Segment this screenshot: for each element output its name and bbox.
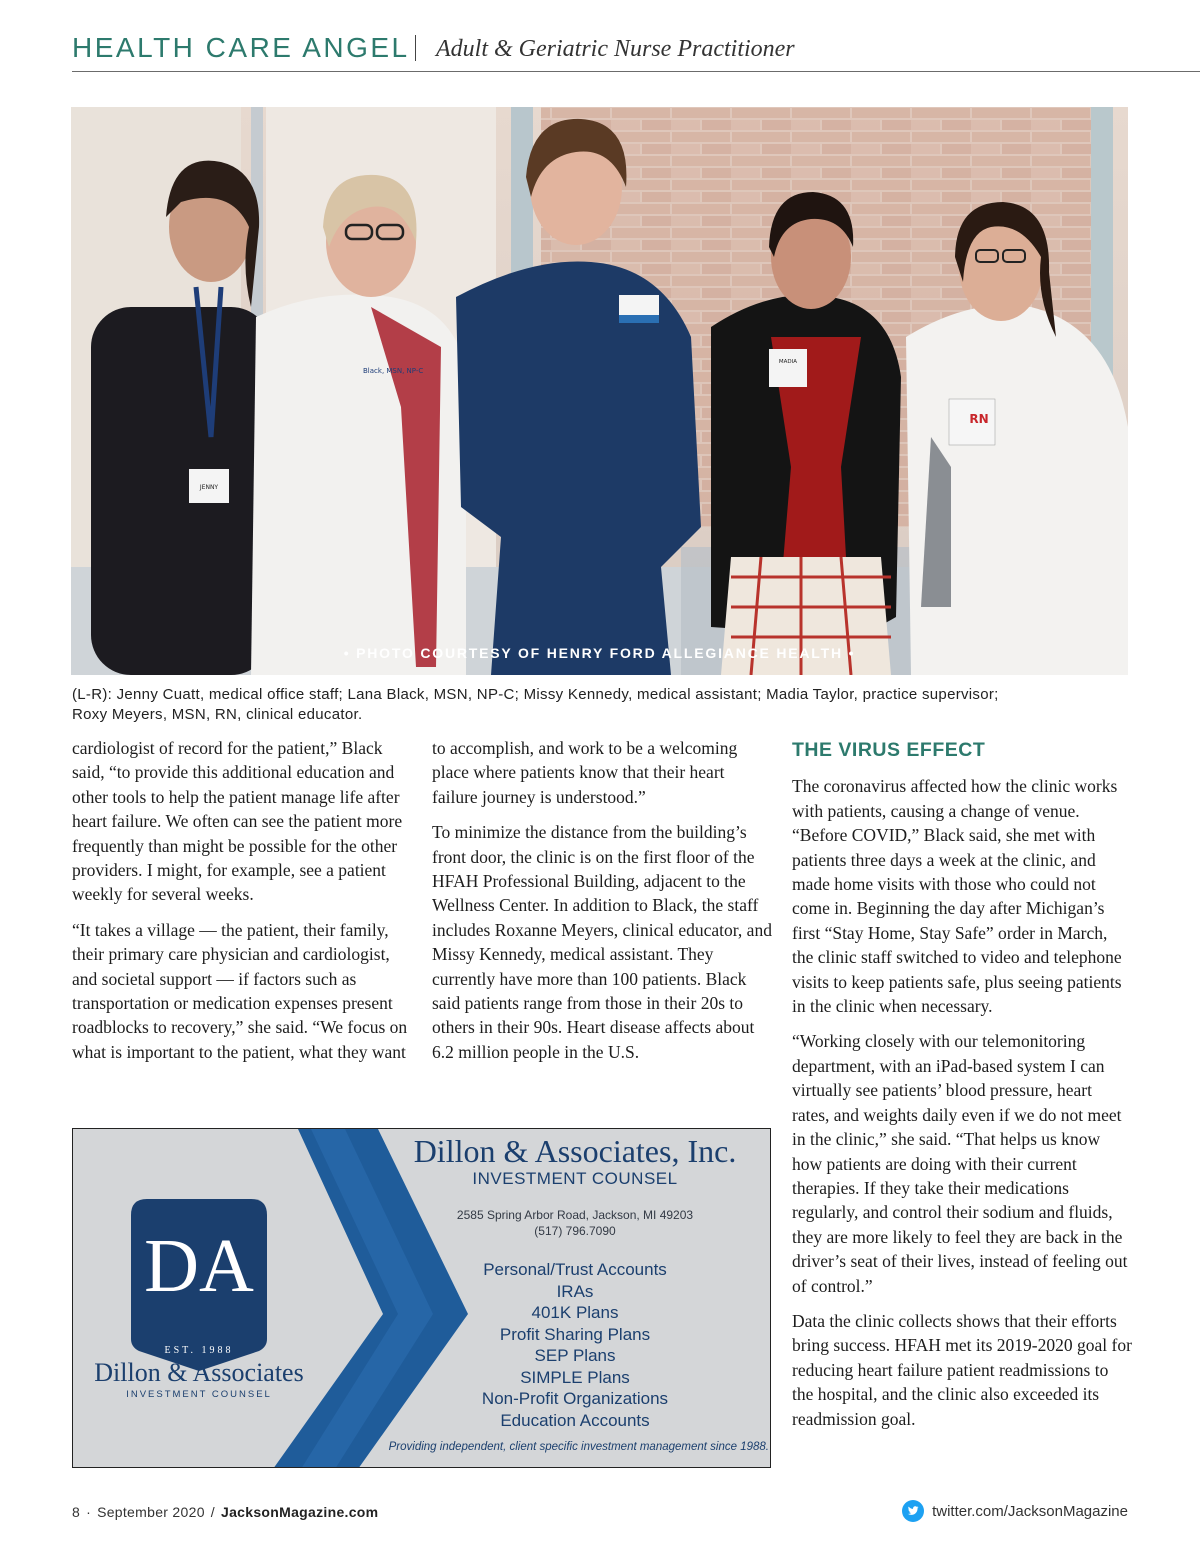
paragraph: The coronavirus affected how the clinic works with patients, causing a change of venue. “Before COVID,” Black said, she met with patients three days a week at the clinic, and made home visits with those who could not come in. Beginning the day after Michigan’s first “Stay Home, Stay Safe” order in March, the clinic staff switched to video and telephone visits to keep patients safe, plus seeing patients in the clinic when necessary. <box>792 776 1122 1017</box>
ad-services-list <box>373 1259 771 1431</box>
paragraph: to accomplish, and work to be a welcoming place where patients know that their heart failure journey is understood.” <box>432 738 738 807</box>
article-column-1 <box>72 736 412 1075</box>
staff-photo-illustration <box>71 107 1128 675</box>
staff-photo <box>71 107 1128 675</box>
issue-date: September 2020 <box>97 1504 205 1520</box>
ad-phone: (517) 796.7090 <box>534 1224 616 1238</box>
madia-badge-text: MADIA <box>778 359 798 365</box>
paragraph: To minimize the distance from the building’s front door, the clinic is on the first floor of the HFAH Professional Building, adjacent to the Wellness Center. In addition to Black, the staff includes Roxanne Meyers, clinical educator, and Missy Kennedy, medical assistant. They currently have more than 100 patients. Black said patients range from those in their 20s to others in their 90s. Heart disease affects about 6.2 million people in the U.S. <box>432 822 772 1062</box>
established-label: EST. 1988 <box>164 1345 234 1356</box>
roxy-badge-text: RN <box>969 412 989 426</box>
list-item: 401K Plans <box>531 1303 619 1322</box>
paragraph: cardiologist of record for the patient,” Black said, “to provide this additional education and other tools to help the patient manage life after heart failure. We often can see the patient more frequently than might be possible for the other providers. I might, for example, see a patient weekly for several weeks. <box>72 738 403 905</box>
paragraph: “Working closely with our telemonitoring department, with an iPad-based system I can virtually see patients’ blood pressure, heart rates, and weights daily even if we do not meet in the clinic,” she said. “That helps us know how patients are doing with their current therapies. If they take their medications regularly, and control their sodium and fluids, they are more likely to feel they are back in the driver’s seat of their lives, instead of feeling out of control.” <box>792 1031 1128 1296</box>
ad-company-subtitle: INVESTMENT COUNSEL <box>472 1169 678 1188</box>
ad-address: 2585 Spring Arbor Road, Jackson, MI 49203 <box>456 1208 694 1222</box>
ad-tagline: Providing independent, client specific investment management since 1988. <box>388 1441 769 1453</box>
list-item: Personal/Trust Accounts <box>483 1260 667 1279</box>
twitter-handle: twitter.com/JacksonMagazine <box>932 1502 1128 1520</box>
photo-caption: (L-R): Jenny Cuatt, medical office staff; Lana Black, MSN, NP-C; Missy Kennedy, medical assistant; Madia Taylor, practice supervisor; Roxy Meyers, MSN, RN, clinical educator. <box>72 686 999 723</box>
lana-coat-embroidery: Black, MSN, NP-C <box>363 367 424 375</box>
list-item: IRAs <box>556 1281 594 1301</box>
section-title: HEALTH CARE ANGEL <box>72 32 410 63</box>
paragraph: Data the clinic collects shows that their efforts bring success. HFAH met its 2019-2020 goal for reducing heart failure patient readmissions to the hospital, and the clinic also exceeded its readmission goal. <box>792 1310 1132 1429</box>
dillon-associates-ad[interactable] <box>72 1128 771 1468</box>
logo-monogram: DA <box>144 1224 254 1308</box>
list-item: SIMPLE Plans <box>520 1367 630 1387</box>
page-footer <box>72 1504 378 1520</box>
paragraph: “It takes a village — the patient, their family, their primary care physician and cardiologist, and societal support — if factors such as transportation or medication expenses present roadblocks to recovery,” she said. “We focus on what is important to the patient, what they want <box>72 919 408 1062</box>
section-heading: THE VIRUS EFFECT <box>792 739 986 761</box>
website-link[interactable]: JacksonMagazine.com <box>220 1504 379 1520</box>
page-header <box>72 30 1200 72</box>
list-item: SEP Plans <box>534 1346 616 1365</box>
twitter-bird-icon <box>902 1500 924 1522</box>
list-item: Education Accounts <box>500 1410 650 1430</box>
jenny-badge-text: JENNY <box>199 484 219 491</box>
ad-logo-subtitle: INVESTMENT COUNSEL <box>126 1389 272 1400</box>
article-column-2 <box>432 736 774 1075</box>
ad-company-name: Dillon & Associates, Inc. <box>413 1133 737 1169</box>
page-number: 8 <box>72 1504 81 1520</box>
footer-dot: · <box>86 1504 92 1520</box>
ad-logo-name: Dillon & Associates <box>94 1358 304 1387</box>
photo-credit: • PHOTO COURTESY OF HENRY FORD ALLEGIANCE HEALTH • <box>343 645 856 661</box>
list-item: Non-Profit Organizations <box>481 1389 669 1408</box>
list-item: Profit Sharing Plans <box>499 1324 651 1344</box>
header-divider <box>415 35 416 61</box>
section-subtitle: Adult & Geriatric Nurse Practitioner <box>436 36 795 62</box>
footer-slash: / <box>210 1504 215 1520</box>
article-column-3 <box>792 736 1132 1442</box>
twitter-link[interactable] <box>902 1500 1128 1522</box>
